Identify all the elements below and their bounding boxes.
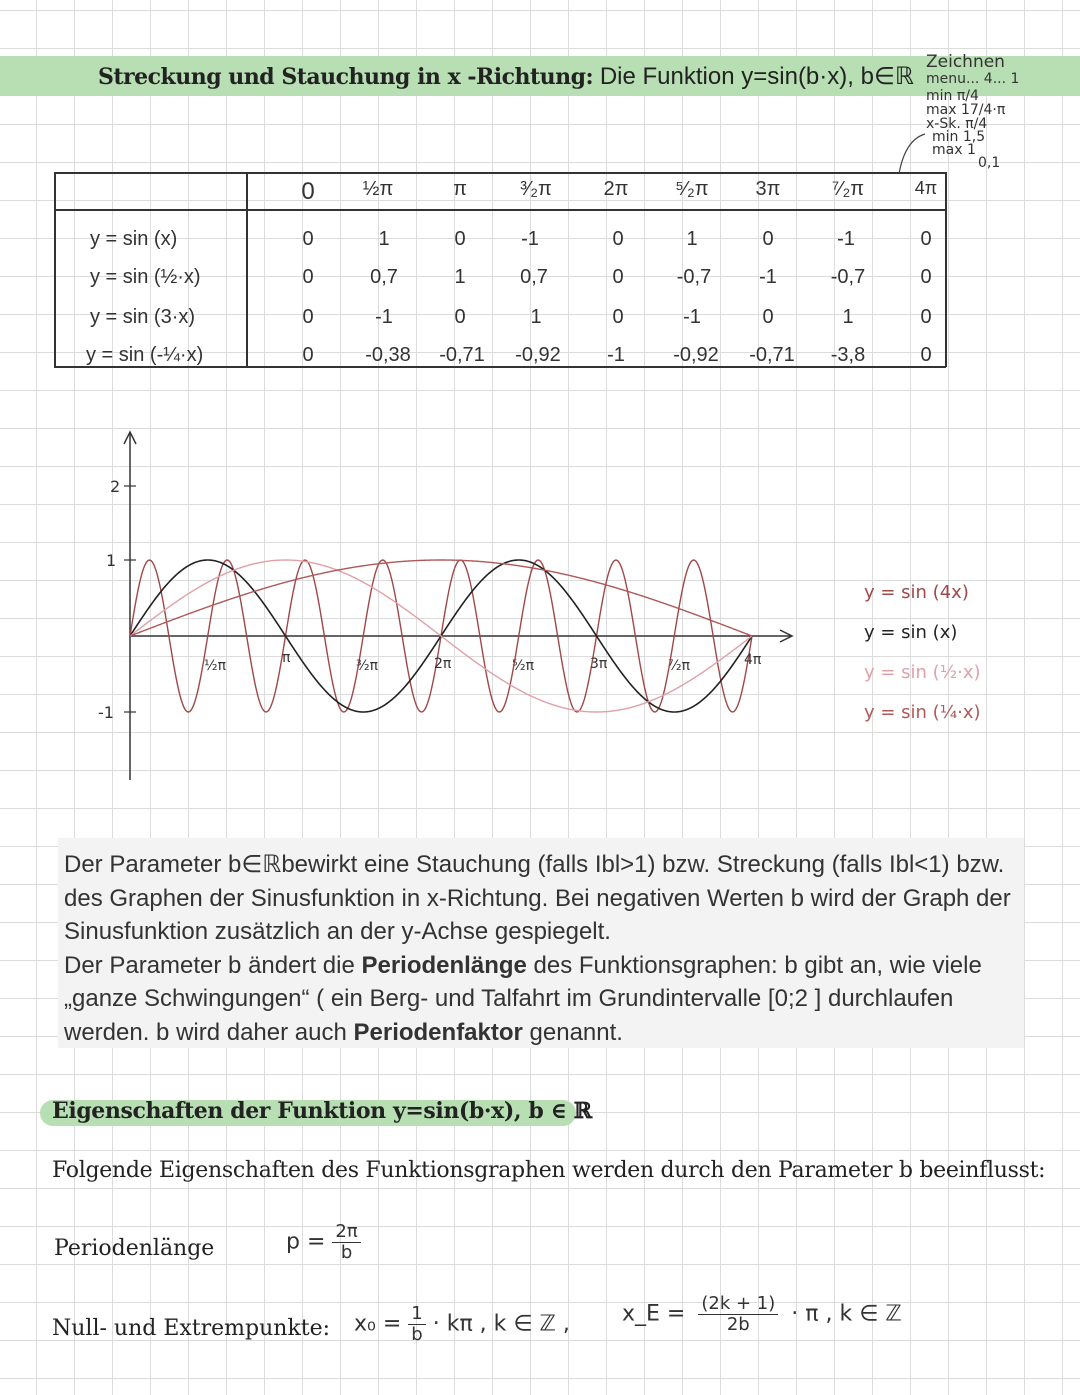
section-intro: Folgende Eigenschaften des Funktionsgraphen werden durch den Parameter b beeinflusst: [52, 1158, 1046, 1183]
table-header: ⁷⁄₂π [831, 178, 865, 200]
xe-lhs: x_E = [622, 1301, 686, 1327]
table-header: π [453, 178, 467, 200]
title-bold: Streckung und Stauchung in x -Richtung: [98, 64, 594, 90]
drawing-notes [926, 52, 1020, 171]
table-cell: -3,8 [830, 344, 866, 366]
legend-sin-half-x: y = sin (½·x) [864, 662, 981, 683]
table-cell: 0 [302, 344, 314, 366]
table-cell: 0 [612, 228, 624, 250]
xe-rest: · π , k ∈ ℤ [791, 1301, 902, 1327]
extreme-formula [622, 1294, 902, 1335]
table-cell: 0 [920, 344, 932, 366]
note-line: min 1,5 [932, 129, 986, 145]
x-tick-label: ⁵⁄₂π [512, 658, 534, 674]
x-tick-label: π [282, 650, 291, 666]
period-lhs: p = [286, 1229, 326, 1255]
xe-fraction [698, 1294, 778, 1335]
table-cell: 0 [302, 266, 314, 288]
curve-sin-quarter-x [130, 560, 752, 636]
table-cell: -0,38 [365, 344, 411, 366]
x0-rest: · kπ , k ∈ ℤ , [432, 1311, 570, 1337]
legend-sin4x: y = sin (4x) [864, 582, 969, 603]
table-cell: -0,92 [673, 344, 719, 366]
explanation-paragraph-1: Der Parameter b∈ℝbewirkt eine Stauchung (falls Ibl>1) bzw. Streckung (falls Ibl<1) bzw. des Graphen der Sinusfunktion in x-Richtung. Bei negativen Werten b wird der Graph der Sinusfunktion zusätzlich an der y-Achse gespiegelt. [64, 851, 1011, 945]
x0-lhs: x₀ = [354, 1311, 402, 1337]
null-extreme-label: Null- und Extrempunkte: [52, 1316, 331, 1341]
table-header: 3π [755, 178, 781, 200]
text-span: Der Parameter b ändert die [64, 951, 362, 979]
sine-graph [0, 420, 1080, 820]
table-header: ³⁄₂π [520, 178, 552, 200]
x0-fraction [408, 1304, 425, 1345]
row-label: y = sin (x) [90, 228, 178, 250]
table-cell: -1 [837, 228, 855, 250]
table-cell: -1 [683, 306, 701, 328]
value-table [54, 172, 946, 366]
table-cell: 0 [454, 228, 466, 250]
table-cell: 0 [762, 306, 774, 328]
table-cell: -1 [375, 306, 393, 328]
note-line: x-Sk. π/4 [926, 116, 988, 132]
table-cell: 1 [378, 228, 390, 250]
table-header: ½π [362, 178, 394, 200]
table-cell: 0 [612, 306, 624, 328]
table-cell: -1 [759, 266, 777, 288]
period-numerator: 2π [332, 1222, 360, 1243]
legend-sinx: y = sin (x) [864, 622, 958, 643]
explanation-paragraph-2 [64, 949, 1024, 1050]
table-cell: 1 [454, 266, 466, 288]
page-title [98, 62, 914, 91]
table-cell: -1 [607, 344, 625, 366]
term-periodenfaktor: Periodenfaktor [353, 1018, 523, 1046]
row-label: y = sin (-¼·x) [86, 344, 204, 366]
table-cell: 1 [842, 306, 854, 328]
note-line: menu... 4... 1 [926, 71, 1020, 87]
period-label: Periodenlänge [54, 1236, 215, 1261]
note-line: 0,1 [978, 155, 1001, 171]
table-header: 0 [301, 178, 315, 205]
x0-denominator: b [411, 1324, 423, 1345]
table-cell: 0 [920, 266, 932, 288]
table-cell: -0,92 [515, 344, 561, 366]
table-cell: -0,71 [749, 344, 795, 366]
table-cell: 0 [454, 306, 466, 328]
text-span: genannt. [522, 1018, 623, 1046]
period-fraction [332, 1222, 360, 1263]
zero-formula [354, 1304, 570, 1345]
table-cell: -0,7 [830, 266, 866, 288]
row-label: y = sin (3·x) [90, 306, 196, 328]
table-cell: 0 [920, 228, 932, 250]
table-cell: 0,7 [370, 266, 398, 288]
table-cell: -1 [521, 228, 539, 250]
table-cell: -0,7 [676, 266, 712, 288]
table-cell: 1 [686, 228, 698, 250]
period-formula [286, 1222, 361, 1263]
text-span: des Funktionsgraphen: b gibt an, wie viele „ganze Schwingungen“ ( ein Berg- und Talfahrt im Grundintervalle [0;2 ] durchlaufen werden. b wird daher auch [64, 951, 982, 1046]
table-cell: 1 [530, 306, 542, 328]
x-tick-label: 3π [590, 656, 608, 672]
term-periodenlaenge: Periodenlänge [361, 951, 527, 979]
table-cell: 0 [302, 228, 314, 250]
note-line: max 1 [932, 142, 976, 158]
x-tick-label: 4π [744, 652, 762, 668]
table-header: ⁵⁄₂π [675, 178, 709, 200]
row-label: y = sin (½·x) [90, 266, 201, 288]
x-tick-label: ⁷⁄₂π [668, 658, 690, 674]
note-line: max 17/4·π [926, 102, 1006, 118]
table-header: 4π [914, 178, 938, 198]
x-tick-label: ³⁄₂π [356, 658, 378, 674]
table-cell: 0 [302, 306, 314, 328]
table-cell: -0,71 [439, 344, 485, 366]
y-tick-label: 1 [106, 551, 117, 570]
note-line: min π/4 [926, 88, 979, 104]
table-cell: 0,7 [520, 266, 548, 288]
table-header: 2π [603, 178, 629, 200]
explanation-text [64, 848, 1024, 1049]
section-title: Eigenschaften der Funktion y=sin(b·x), b ∈ ℝ [52, 1098, 592, 1124]
x0-numerator: 1 [408, 1304, 425, 1325]
y-tick-label: -1 [98, 703, 114, 722]
note-line: Zeichnen [926, 52, 1005, 72]
x-tick-label: 2π [434, 656, 452, 672]
table-cell: 0 [920, 306, 932, 328]
table-cell: 0 [612, 266, 624, 288]
xe-denominator: 2b [726, 1314, 750, 1335]
xe-numerator: (2k + 1) [698, 1294, 778, 1315]
period-denominator: b [340, 1242, 353, 1263]
x-tick-label: ½π [204, 658, 226, 674]
y-tick-label: 2 [110, 477, 121, 496]
legend-sin-quarter-x: y = sin (¼·x) [864, 702, 981, 723]
title-plain: Die Funktion y=sin(b·x), b∈ℝ [599, 63, 914, 90]
table-cell: 0 [762, 228, 774, 250]
